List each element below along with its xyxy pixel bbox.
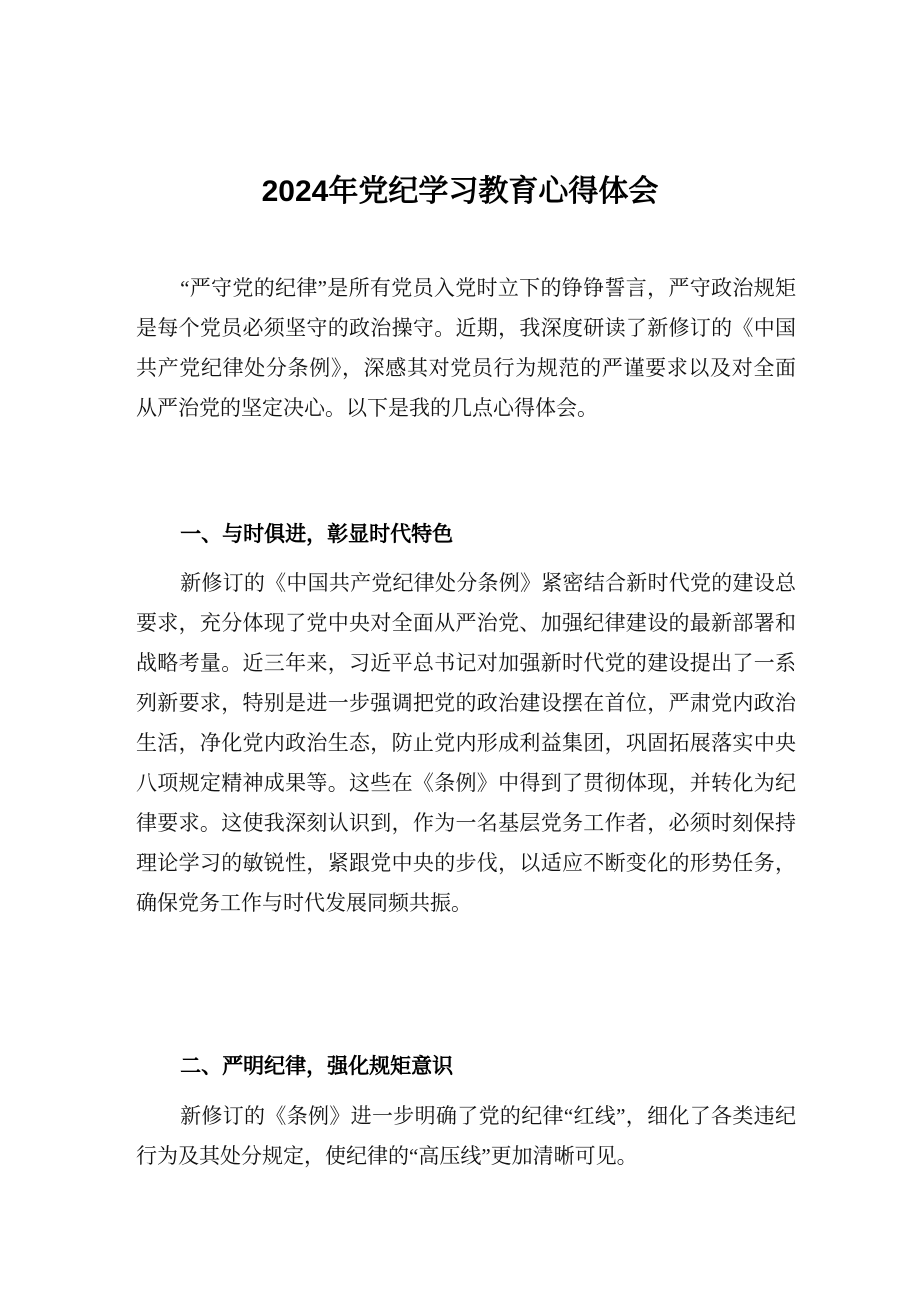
intro-paragraph: “严守党的纪律”是所有党员入党时立下的铮铮誓言，严守政治规矩是每个党员必须坚守的政治操守。近期，我深度研读了新修订的《中国共产党纪律处分条例》，深感其对党员行为规范的严谨要求以及对全面从严治党的坚定决心。以下是我的几点心得体会。 — [136, 276, 796, 420]
section-paragraph-1: 新修订的《中国共产党纪律处分条例》紧密结合新时代党的建设总要求，充分体现了党中央对全面从严治党、加强纪律建设的最新部署和战略考量。近三年来，习近平总书记对加强新时代党的建设提出了一系列新要求，特别是进一步强调把党的政治建设摆在首位，严肃党内政治生活，净化党内政治生态，防止党内形成利益集团，巩固拓展落实中央八项规定精神成果等。这些在《条例》中得到了贯彻体现，并转化为纪律要求。这使我深刻认识到，作为一名基层党务工作者，必须时刻保持理论学习的敏锐性，紧跟党中央的步伐，以适应不断变化的形势任务，确保党务工作与时代发展同频共振。 — [136, 571, 796, 915]
section-heading-1: 一、与时俱进，彰显时代特色 — [180, 523, 454, 546]
section-heading-2: 二、严明纪律，强化规矩意识 — [180, 1055, 454, 1078]
section-paragraph-2: 新修订的《条例》进一步明确了党的纪律“红线”，细化了各类违纪行为及其处分规定，使纪律的“高压线”更加清晰可见。 — [136, 1104, 796, 1168]
document-title: 2024年党纪学习教育心得体会 — [261, 175, 659, 208]
